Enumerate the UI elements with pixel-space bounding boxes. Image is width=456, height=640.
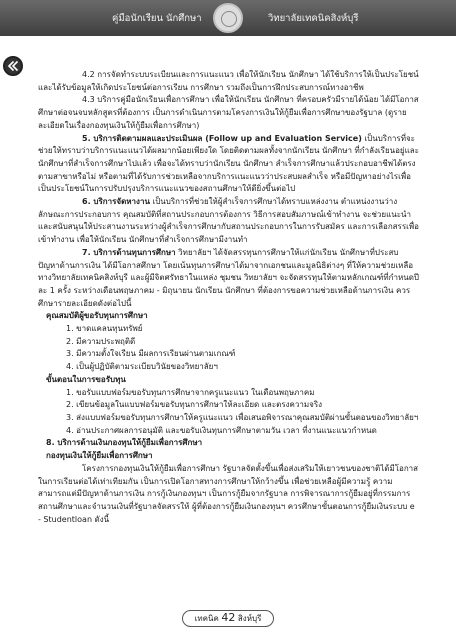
- page-number-badge: [182, 610, 275, 627]
- page-number: 42: [221, 611, 236, 624]
- section-7-heading: 7. บริการด้านทุนการศึกษา: [82, 247, 176, 257]
- section-8-subheading: กองทุนเงินให้กู้ยืมเพื่อการศึกษา: [46, 451, 153, 461]
- list-item: 2. เขียนข้อมูลในแบบฟอร์มขอรับทุนการศึกษาให้ละเอียด และตรงความจริง: [66, 400, 323, 410]
- steps-title: ขั้นตอนในการขอรับทุน: [46, 374, 126, 384]
- back-button[interactable]: [3, 56, 23, 76]
- page-footer: [0, 606, 456, 627]
- list-item: 4. เป็นผู้ปฏิบัติตามระเบียบวินัยของวิทยาลัยฯ: [66, 362, 218, 372]
- header-left-title: คู่มือนักเรียน นักศึกษา: [112, 13, 202, 24]
- college-seal-icon: [213, 3, 243, 33]
- section-5-text: เป็นบริการที่จะช่วยให้ทราบว่าบริการแนะแนวได้ผลมากน้อยเพียงใด โดยติดตามผลทั้งจากนักเรียน นักศึกษา ที่กำลังเรียนอยู่และนักศึกษาที่สำเร็จการศึกษาไปแล้ว เพื่อจะได้ทราบว่านักเรียน นักศึกษา สำเร็จการศึกษาแล้วประกอบอาชีพได้ตรงตามสาขาหรือไม่ หรือตามที่ได้รับการช่วยเหลือจากบริการแนะแนวว่าประสบผลสำเร็จ หรือมีปัญหาอย่างไรเพื่อเป็นประโยชน์ในการปรับปรุงบริการแนะแนวของสถานศึกษาให้ดียิ่งขึ้นต่อไป: [38, 133, 419, 194]
- double-chevron-left-icon: [7, 60, 19, 72]
- list-item: 2. มีความประพฤติดี: [66, 336, 136, 346]
- header-right-title: วิทยาลัยเทคนิคสิงห์บุรี: [268, 13, 359, 24]
- list-item: 3. มีความตั้งใจเรียน มีผลการเรียนผ่านตามเกณฑ์: [66, 349, 236, 359]
- section-6-text: เป็นบริการที่ช่วยให้ผู้สำเร็จการศึกษาได้ทราบแหล่งงาน ตำแหน่งงานว่าง ลักษณะการประกอบการ คุณสมบัติที่สถานประกอบการต้องการ วิธีการสอบสัมภาษณ์เข้าทำงาน จะช่วยแนะนำและสนับสนุนให้ประสานงานระหว่างผู้สำเร็จการศึกษากับสถานประกอบการในการรับสมัคร และการเลือกสรรเพื่อเข้าทำงาน เพื่อให้นักเรียน นักศึกษาที่สำเร็จการศึกษามีงานทำ: [38, 197, 419, 245]
- page-label: เทคนิค: [194, 614, 219, 623]
- list-item: 1. ขอรับแบบฟอร์มขอรับทุนการศึกษาจากครูแนะแนว ในเดือนพฤษภาคม: [66, 387, 315, 397]
- section-8-text: โครงการกองทุนเงินให้กู้ยืมเพื่อการศึกษา รัฐบาลจัดตั้งขึ้นเพื่อส่งเสริมให้เยาวชนของชาติได้มีโอกาสในการเรียนต่อได้เท่าเทียมกัน เป็นการเปิดโอกาสทางการศึกษาให้กว้างขึ้น เพื่อช่วยเหลือผู้มีความรู้ ความสามารถแต่มีปัญหาด้านการเงิน การกู้เงินกองทุนฯ เป็นการกู้ยืมจากรัฐบาล การพิจารณาการกู้ยืมอยู่ที่กรรมการสถานศึกษาและจำนวนเงินที่รัฐบาลจัดสรรให้ ผู้ที่ต้องการกู้ยืมเงินกองทุนฯ ควรศึกษาขั้นตอนการกู้ยืมเงินระบบ e - Studentloan ดังนี้: [38, 463, 419, 524]
- section-5: [38, 133, 420, 197]
- list-item: 1. ขาดแคลนทุนทรัพย์: [66, 324, 143, 334]
- list-item: 3. ส่งแบบฟอร์มขอรับทุนการศึกษาให้ครูแนะแนว เพื่อเสนอพิจารณาคุณสมบัติผ่านขั้นตอนของวิทยาลัยฯ: [66, 412, 419, 422]
- section-8-heading: 8. บริการด้านเงินกองทุนให้กู้ยืมเพื่อการศึกษา: [46, 438, 203, 448]
- qualification-title: คุณสมบัติผู้ขอรับทุนการศึกษา: [46, 311, 148, 321]
- list-item: 4. อ่านประกาศผลการอนุมัติ และขอรับเงินทุนการศึกษาตามวัน เวลา ที่งานแนะแนวกำหนด: [66, 425, 377, 435]
- page-content: [38, 69, 420, 526]
- section-7-text: วิทยาลัยฯ ได้จัดสรรทุนการศึกษาให้แก่นักเรียน นักศึกษาที่ประสบปัญหาด้านการเงิน ได้มีโอกาสศึกษา โดยเน้นทุนการศึกษาได้มาจากเอกชนและมูลนิธิต่างๆ ที่ให้ความช่วยเหลือทางวิทยาลัยเทคนิคสิงห์บุรี และผู้มีจิตศรัทธาในแหล่ง ชุมชน วิทยาลัยฯ จะจัดสรรทุนให้ตามหลักเกณฑ์ที่กำหนดปีละ 1 ครั้ง ระหว่างเดือนพฤษภาคม - มิถุนายน นักเรียน นักศึกษา ที่ต้องการขอความช่วยเหลือด้านการเงิน ควรศึกษารายละเอียดดังต่อไปนี้: [38, 247, 419, 308]
- paragraph-4-2: 4.2 การจัดทำระบบระเบียนและการแนะแนว เพื่อให้นักเรียน นักศึกษา ได้ใช้บริการให้เป็นประโยชน์และได้รับข้อมูลให้เกิดประโยชน์ต่อการเรียน การศึกษา รวมถึงเป็นการฝึกประสบการณ์ทางอาชีพ: [38, 70, 419, 92]
- paragraph-4-3: 4.3 บริการคู่มือนักเรียนเพื่อการศึกษา เพื่อให้นักเรียน นักศึกษา ที่ครอบครัวมีรายได้น้อย ได้มีโอกาสศึกษาต่อจนจบหลักสูตรที่ต้องการ เป็นการดำเนินการตามโครงการเงินให้กู้ยืมเพื่อการศึกษาของรัฐบาล (ดูรายละเอียดในเรื่องกองทุนเงินให้กู้ยืมเพื่อการศึกษา): [38, 95, 419, 130]
- section-7: [38, 247, 420, 311]
- page-suffix: สิงห์บุรี: [237, 614, 262, 623]
- section-6: [38, 196, 420, 247]
- page-header: [0, 0, 456, 36]
- section-5-heading: 5. บริการติดตามผลและประเมินผล (Follow up and Evaluation Service): [82, 133, 362, 143]
- section-6-heading: 6. บริการจัดหางาน: [82, 197, 150, 207]
